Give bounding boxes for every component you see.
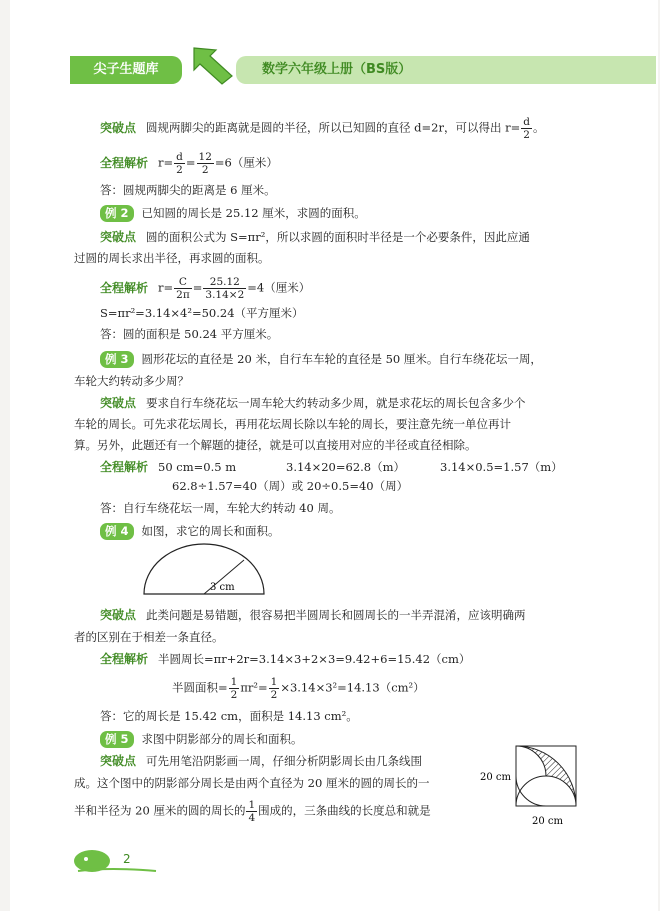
ex3-answer: 答：自行车绕花坛一周，车轮大约转动 40 周。	[100, 501, 341, 515]
page-number: 2	[123, 852, 131, 866]
ex4-solution-2: 半圆面积= $\frac{1}{2}$ πr²= $\frac{1}{2}$ ×3.14×3²=14.13（cm²）	[172, 676, 425, 701]
left-side-label: 20 cm	[480, 772, 511, 783]
ex3-tupo-3: 算。另外，此题还有一个解题的捷径，就是可以直接用对应的半径或直径相除。	[74, 438, 477, 452]
ex2-tupo-1: 突破点 圆的面积公式为 S=πr²，所以求圆的面积时半径是一个必要条件，因此应通	[100, 230, 530, 244]
header	[10, 56, 658, 84]
ex2-solution: 全程解析 r= $\frac{C}{2\pi}$ = $\frac{25.12}{3.14\times 2}$ =4（厘米）	[100, 276, 311, 301]
footer-leaf-icon	[70, 845, 160, 875]
ex3-solution-2: 3.14×20=62.8（m）	[286, 460, 406, 474]
ex3-solution-4: 62.8÷1.57=40（周）或 20÷0.5=40（周）	[172, 479, 409, 493]
quancheng-label: 全程解析	[100, 155, 149, 170]
ex3-question-1: 例 3 圆形花坛的直径是 20 米，自行车车轮的直径是 50 厘米。自行车绕花坛一周，	[100, 350, 542, 368]
ex2-question: 例 2 已知圆的周长是 25.12 厘米，求圆的面积。	[100, 204, 366, 222]
bottom-side-label: 20 cm	[532, 816, 563, 827]
ex3-tupo-1: 突破点 要求自行车绕花坛一周车轮大约转动多少周，就是求花坛的周长包含多少个	[100, 396, 526, 410]
ex5-question: 例 5 求图中阴影部分的周长和面积。	[100, 730, 303, 748]
ex3-solution-1: 全程解析 50 cm=0.5 m	[100, 460, 237, 474]
ex3-solution-3: 3.14×0.5=1.57（m）	[440, 460, 563, 474]
series-title: 尖子生题库	[70, 56, 182, 84]
radius-label: 3 cm	[210, 582, 235, 593]
book-title: 数学六年级上册（BS版）	[236, 56, 656, 84]
ex4-tupo-2: 者的区别在于相差一条直径。	[74, 630, 224, 644]
example-badge: 例 2	[100, 205, 134, 222]
arrow-icon	[186, 46, 234, 86]
ex5-tupo-3: 半和半径为 20 厘米的圆的周长的 $\frac{1}{4}$ 围成的，三条曲线的长度总和就是	[74, 799, 431, 824]
ex4-answer: 答：它的周长是 15.42 cm，面积是 14.13 cm²。	[100, 709, 358, 723]
ex3-tupo-2: 车轮的周长。可先求花坛周长，再用花坛周长除以车轮的周长，要注意先统一单位再计	[74, 417, 511, 431]
ex2-answer: 答：圆的面积是 50.24 平方厘米。	[100, 327, 279, 341]
ex3-question-2: 车轮大约转动多少周？	[74, 374, 189, 388]
page	[10, 0, 658, 911]
ex4-solution-1: 全程解析 半圆周长=πr+2r=3.14×3+2×3=9.42+6=15.42（cm）	[100, 652, 471, 666]
ex5-tupo-1: 突破点 可先用笔沿阴影画一周，仔细分析阴影周长由几条线围	[100, 754, 423, 768]
ex4-tupo-1: 突破点 此类问题是易错题，很容易把半圆周长和圆周长的一半弄混淆，应该明确两	[100, 608, 526, 622]
fraction: $\frac{d}{2}$	[523, 116, 531, 141]
ex1-answer: 答：圆规两脚尖的距离是 6 厘米。	[100, 183, 276, 197]
ex4-question: 例 4 如图，求它的周长和面积。	[100, 522, 280, 540]
ex1-tupo: 突破点 圆规两脚尖的距离就是圆的半径，所以已知圆的直径 d=2r，可以得出 r= $\frac{d}{2}$ 。	[100, 116, 545, 141]
ex2-tupo-2: 过圆的周长求出半径，再求圆的面积。	[74, 251, 270, 265]
tupo-label: 突破点	[100, 120, 137, 135]
ex1-solution: 全程解析 r= $\frac{d}{2}$ = $\frac{12}{2}$ =6（厘米）	[100, 151, 278, 176]
semicircle-figure	[138, 538, 270, 600]
shaded-figure	[478, 742, 588, 834]
ex5-tupo-2: 成。这个图中的阴影部分周长是由两个直径为 20 厘米的圆的周长的一	[74, 776, 430, 790]
ex2-area: S=πr²=3.14×4²=50.24（平方厘米）	[100, 306, 304, 320]
